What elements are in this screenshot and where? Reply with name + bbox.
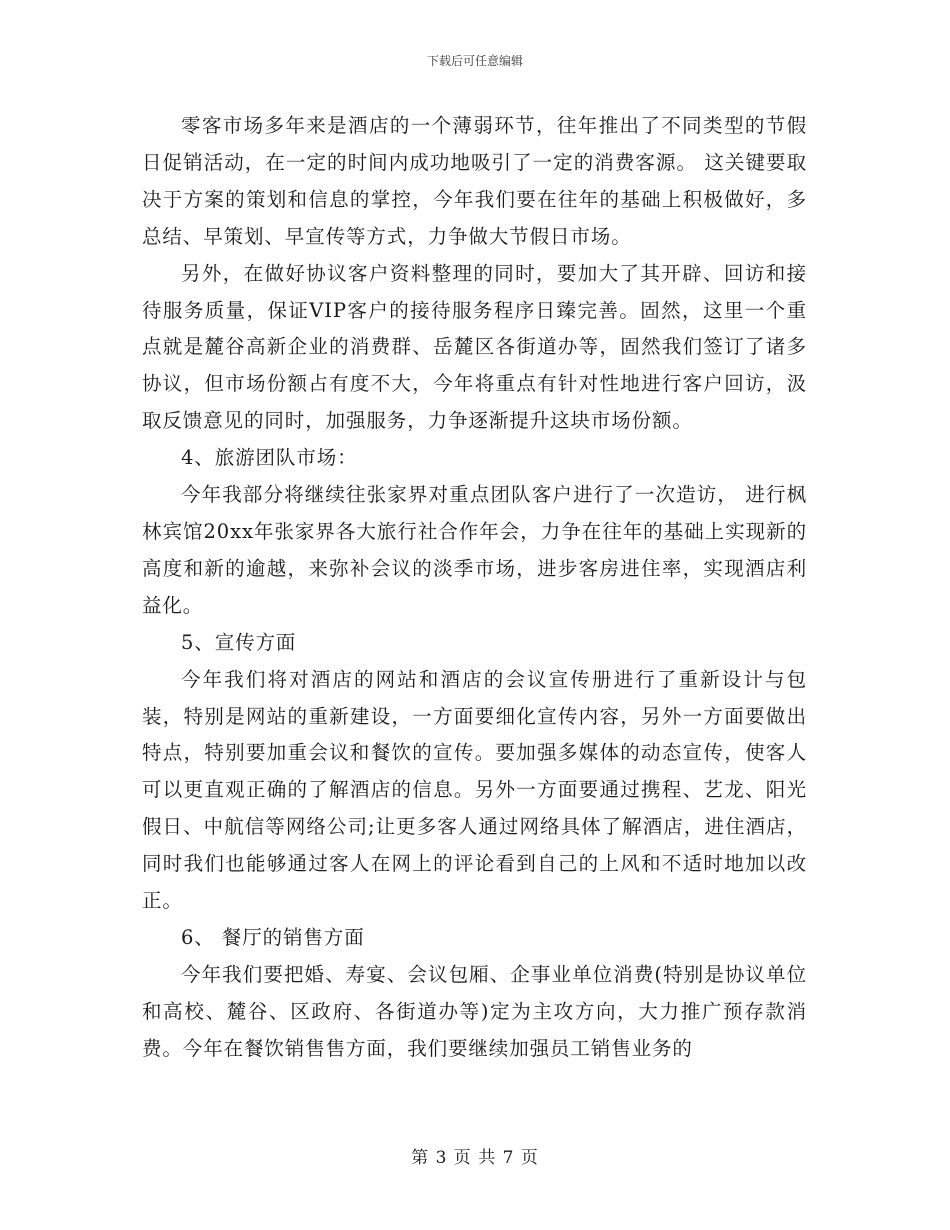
paragraph-retail-market: 零客市场多年来是酒店的一个薄弱环节，往年推出了不同类型的节假日促销活动，在一定的时间内成功地吸引了一定的消费客源。 这关键要取决于方案的策划和信息的掌控，今年我们要在往年的基础上积极做好，多总结、早策划、早宣传等方式，力争做大节假日市场。 <box>142 114 807 248</box>
page-header-note: 下载后可任意编辑 <box>426 54 523 68</box>
paragraph-restaurant-sales: 今年我们要把婚、寿宴、会议包厢、企事业单位消费(特别是协议单位和高校、麓谷、区政府、各街道办等)定为主攻方向，大力推广预存款消费。今年在餐饮销售售方面，我们要继续加强员工销售业务的 <box>142 962 807 1060</box>
paragraph-publicity: 今年我们将对酒店的网站和酒店的会议宣传册进行了重新设计与包装，特别是网站的重新建设，一方面要细化宣传内容，另外一方面要做出特点，特别要加重会议和餐饮的宣传。要加强多媒体的动态宣传，使客人可以更直观正确的了解酒店的信息。另外一方面要通过携程、艺龙、阳光假日、中航信等网络公司;让更多客人通过网络具体了解酒店，进住酒店，同时我们也能够通过客人在网上的评论看到自己的上风和不适时地加以改正。 <box>142 667 807 913</box>
page-number-footer: 第 3 页 共 7 页 <box>411 1148 539 1168</box>
paragraph-protocol-clients: 另外，在做好协议客户资料整理的同时，要加大了其开辟、回访和接待服务质量，保证VIP客户的接待服务程序日臻完善。固然，这里一个重点就是麓谷高新企业的消费群、岳麓区各街道办等，固然我们签订了诸多协议，但市场份额占有度不大，今年将重点有针对性地进行客户回访，汲取反馈意见的同时，加强服务，力争逐渐提升这块市场份额。 <box>142 261 807 433</box>
section-heading-restaurant-sales: 6、 餐厅的销售方面 <box>181 925 365 949</box>
section-heading-publicity: 5、宣传方面 <box>181 630 297 654</box>
paragraph-tour-groups: 今年我部分将继续往张家界对重点团队客户进行了一次造访， 进行枫林宾馆20xx年张家界各大旅行社合作年会，力争在往年的基础上实现新的高度和新的逾越，来弥补会议的淡季市场，进步客房进住率，实现酒店利益化。 <box>142 483 807 617</box>
section-heading-tour-groups: 4、旅游团队市场： <box>181 446 358 470</box>
document-body <box>142 108 807 1068</box>
